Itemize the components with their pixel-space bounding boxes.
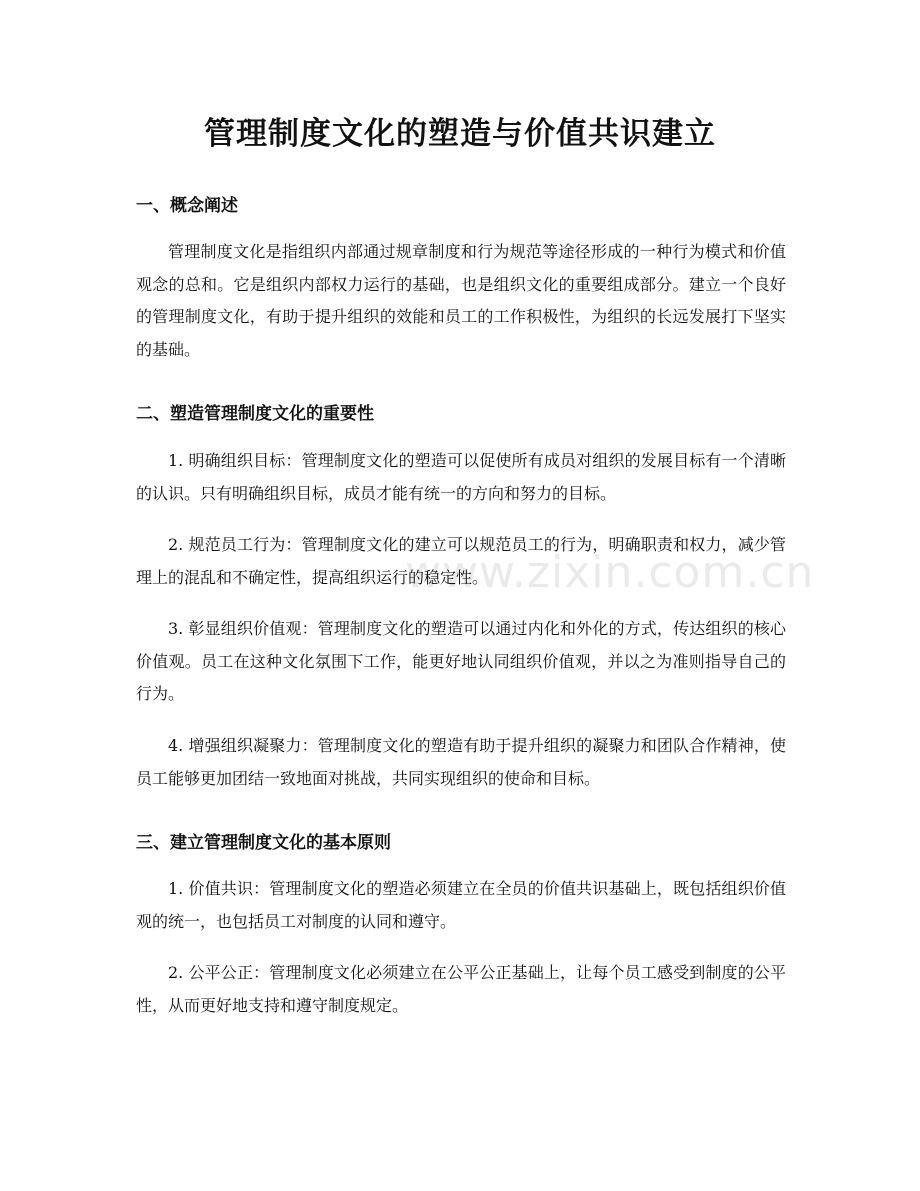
section-heading-importance: 二、塑造管理制度文化的重要性 <box>136 404 374 424</box>
document-title: 管理制度文化的塑造与价值共识建立 <box>204 116 716 152</box>
paragraph-importance-4: 4. 增强组织凝聚力：管理制度文化的塑造有助于提升组织的凝聚力和团队合作精神，使员工能够更加团结一致地面对挑战，共同实现组织的使命和目标。 <box>136 736 786 788</box>
paragraph-importance-1: 1. 明确组织目标：管理制度文化的塑造可以促使所有成员对组织的发展目标有一个清晰的认识。只有明确组织目标，成员才能有统一的方向和努力的目标。 <box>136 451 786 503</box>
watermark: www.zixin.com.cn <box>405 547 815 598</box>
paragraph-importance-2: 2. 规范员工行为：管理制度文化的建立可以规范员工的行为，明确职责和权力，减少管理上的混乱和不确定性，提高组织运行的稳定性。 <box>136 535 786 587</box>
paragraph-concept: 管理制度文化是指组织内部通过规章制度和行为规范等途径形成的一种行为模式和价值观念的总和。它是组织内部权力运行的基础，也是组织文化的重要组成部分。建立一个良好的管理制度文化，有助于提升组织的效能和员工的工作积极性，为组织的长远发展打下坚实的基础。 <box>136 242 786 359</box>
section-heading-principles: 三、建立管理制度文化的基本原则 <box>136 833 391 853</box>
paragraph-principles-1: 1. 价值共识：管理制度文化的塑造必须建立在全员的价值共识基础上，既包括组织价值观的统一，也包括员工对制度的认同和遵守。 <box>136 879 786 931</box>
section-heading-concept: 一、概念阐述 <box>136 196 238 216</box>
paragraph-principles-2: 2. 公平公正：管理制度文化必须建立在公平公正基础上，让每个员工感受到制度的公平性，从而更好地支持和遵守制度规定。 <box>136 963 786 1015</box>
paragraph-importance-3: 3. 彰显组织价值观：管理制度文化的塑造可以通过内化和外化的方式，传达组织的核心价值观。员工在这种文化氛围下工作，能更好地认同组织价值观，并以之为准则指导自己的行为。 <box>136 619 786 703</box>
